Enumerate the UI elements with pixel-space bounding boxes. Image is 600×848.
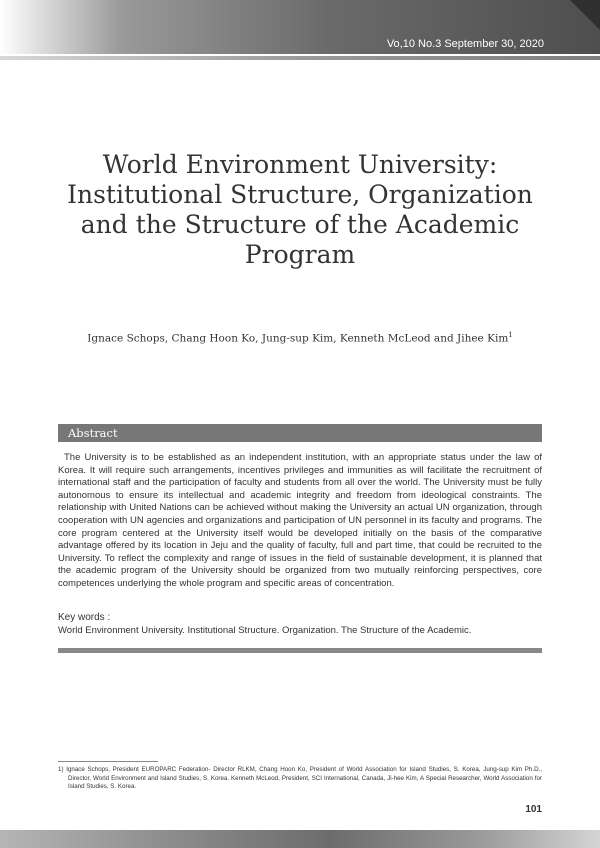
corner-tab: [570, 0, 600, 30]
page-number: 101: [525, 804, 542, 815]
section-divider: [58, 648, 542, 653]
footnote-marker: 1: [508, 331, 513, 339]
keywords-text: World Environment University. Institutional Structure. Organization. The Structure of the Academic.: [58, 625, 472, 636]
abstract-heading-bar: [58, 424, 542, 442]
journal-issue: Vo,10 No.3 September 30, 2020: [386, 38, 544, 50]
author-list: [40, 331, 560, 345]
abstract-heading: Abstract: [68, 426, 118, 440]
abstract-text: The University is to be established as an independent institution, with an appropriate status under the law of Korea. It will require such arrangements, incentives privileges and immunities as will facilitate the recruitment of international staff and the participation of faculty and students from all over the world. The University must be fully autonomous to ensure its intellectual and academic integrity and freedom from ideological constraints. The relationship with United Nations can be achieved without making the University an actual UN organization, through cooperation with UN agencies and organizations and participation of UN personnel in its faculty and programs. The core program centered at the University itself would be developed initially on the basis of the comparative advantage offered by its location in Jeju and the quality of faculty, full and part time, that could be recruited to the University. To reflect the complexity and range of issues in the field of sustainable development, it is planned that the academic program of the University should be organized from two mutually reinforcing perspectives, core competences underlying the whole program and specific areas of concentration.: [58, 452, 542, 589]
author-names: Ignace Schops, Chang Hoon Ko, Jung-sup Kim, Kenneth McLeod and Jihee Kim: [87, 332, 509, 345]
header-rule: [0, 56, 600, 60]
author-footnote: 1) Ignace Schops, President EUROPARC Federation- Director RLKM, Chang Hoon Ko, President of World Association for Island Studies, S. Korea, Jung-sup Kim Ph.D., Director, World Environment and Island Studies, S. Korea. Kenneth McLeod, President, SCI International, Canada, Ji-hee Kim, A Special Researcher, World Association for Island Studies, S. Korea.: [58, 766, 542, 791]
header-band: [0, 0, 600, 54]
footnote-divider: [58, 761, 158, 762]
keywords-label: Key words :: [58, 612, 111, 623]
footer-band: [0, 830, 600, 848]
paper-title: World Environment University: Institutional Structure, Organization and the Structure of the Academic Program: [67, 150, 533, 269]
